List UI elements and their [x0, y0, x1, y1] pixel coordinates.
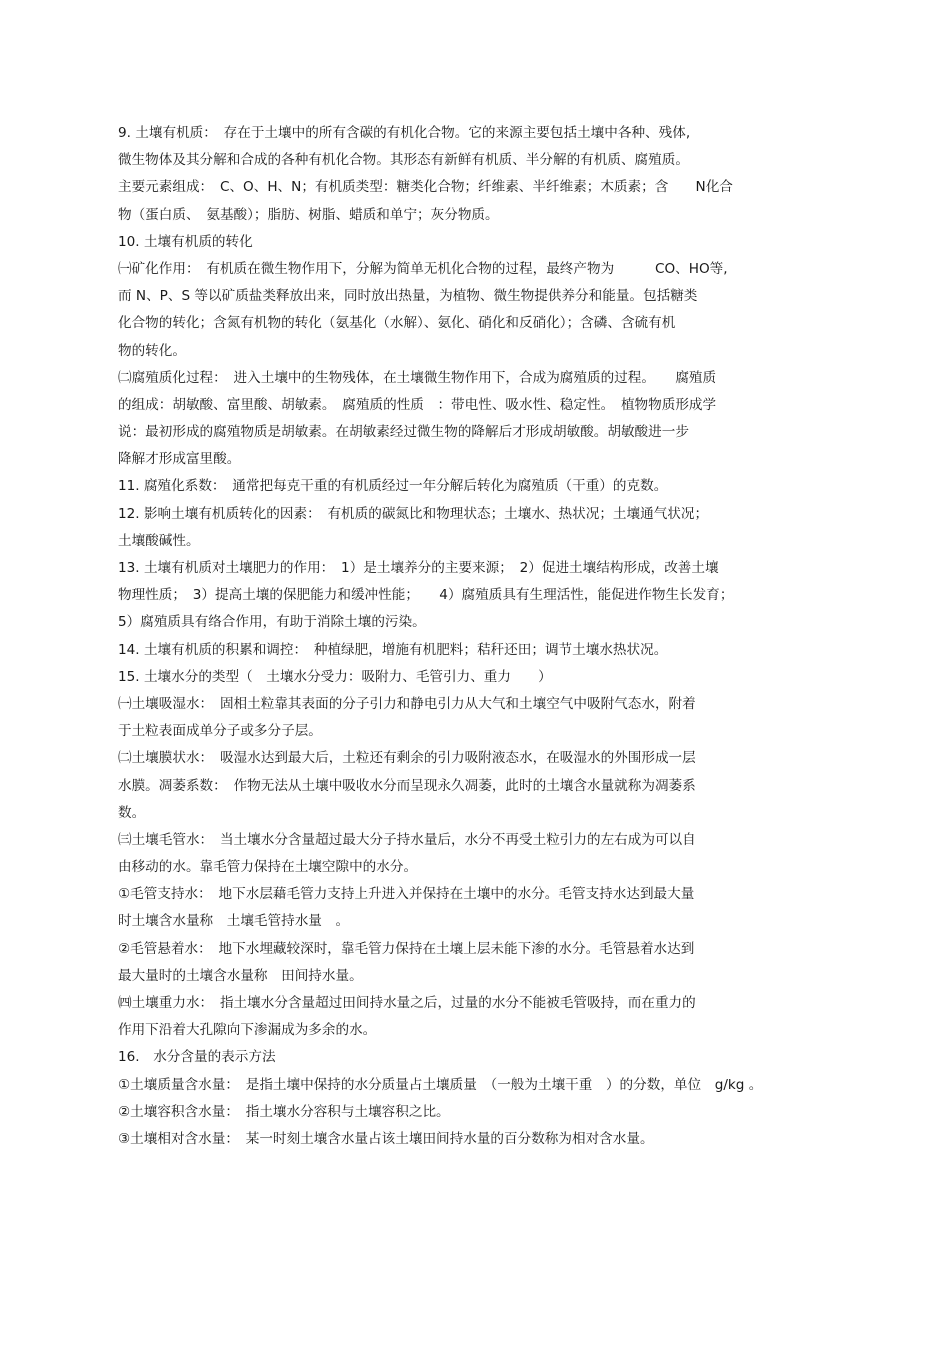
text-line: 9. 土壤有机质： 存在于土壤中的所有含碳的有机化合物。它的来源主要包括土壤中各种、残体,	[118, 125, 691, 141]
text-line: ㈡土壤膜状水： 吸湿水达到最大后，土粒还有剩余的引力吸附液态水，在吸湿水的外围形成一层	[118, 750, 696, 767]
text-line: 说：最初形成的腐殖物质是胡敏素。在胡敏素经过微生物的降解后才形成胡敏酸。胡敏酸进一步	[118, 424, 689, 441]
text-line: 微生物体及其分解和合成的各种有机化合物。其形态有新鲜有机质、半分解的有机质、腐殖质。	[118, 152, 689, 169]
text-line: 的组成：胡敏酸、富里酸、胡敏素。 腐殖质的性质 ：带电性、吸水性、稳定性。 植物物质形成学	[118, 396, 717, 413]
text-line: 水膜。凋萎系数： 作物无法从土壤中吸收水分而呈现永久凋萎，此时的土壤含水量就称为凋萎系	[118, 777, 696, 794]
text-line: ②土壤容积含水量： 指土壤水分容积与土壤容积之比。	[118, 1103, 450, 1120]
text-line: 5）腐殖质具有络合作用，有助于消除土壤的污染。	[118, 614, 426, 631]
text-line: 最大量时的土壤含水量称 田间持水量。	[118, 967, 363, 984]
text-line: 数。	[118, 804, 146, 821]
text-line: 12. 影响土壤有机质转化的因素： 有机质的碳氮比和物理状态；土壤水、热状况；土壤通气状况；	[118, 505, 709, 522]
text-line: 物（蛋白质、 氨基酸）；脂肪、树脂、蜡质和单宁；灰分物质。	[118, 206, 499, 223]
text-line: 主要元素组成： C、O、H、N；有机质类型：糖类化合物；纤维素、半纤维素；木质素；含 N化合	[118, 179, 733, 196]
text-line: 10. 土壤有机质的转化	[118, 233, 253, 250]
text-line: 于土粒表面成单分子或多分子层。	[118, 723, 322, 740]
text-line: 作用下沿着大孔隙向下渗漏成为多余的水。	[118, 1022, 377, 1039]
text-line: 降解才形成富里酸。	[118, 451, 241, 468]
text-line: ㈡腐殖质化过程： 进入土壤中的生物残体，在土壤微生物作用下，合成为腐殖质的过程。 腐殖质	[118, 369, 717, 386]
text-line: ㈠土壤吸湿水： 固相土粒靠其表面的分子引力和静电引力从大气和土壤空气中吸附气态水，附着	[118, 695, 696, 712]
text-line: 物理性质； 3）提高土壤的保肥能力和缓冲性能； 4）腐殖质具有生理活性，能促进作物生长发育；	[118, 587, 734, 604]
text-line: 物的转化。	[118, 342, 186, 359]
text-line: ③土壤相对含水量： 某一时刻土壤含水量占该土壤田间持水量的百分数称为相对含水量。	[118, 1130, 654, 1147]
text-line: ①土壤质量含水量： 是指土壤中保持的水分质量占土壤质量 （一般为土壤干重 ）的分数，单位 g/kg 。	[118, 1076, 763, 1093]
text-line: ㈢土壤毛管水： 当土壤水分含量超过最大分子持水量后，水分不再受土粒引力的左右成为可以自	[118, 831, 696, 848]
text-line: ㈠矿化作用： 有机质在微生物作用下，分解为简单无机化合物的过程，最终产物为 CO、HO等,	[118, 260, 728, 277]
text-line: ①毛管支持水： 地下水层藉毛管力支持上升进入并保持在土壤中的水分。毛管支持水达到最大量	[118, 886, 695, 903]
document-body	[118, 120, 838, 1153]
text-line: 11. 腐殖化系数： 通常把每克干重的有机质经过一年分解后转化为腐殖质（干重）的克数。	[118, 478, 668, 495]
text-line: ②毛管悬着水： 地下水埋藏较深时，靠毛管力保持在土壤上层未能下渗的水分。毛管悬着水达到	[118, 940, 695, 957]
text-line: 而 N、P、S 等以矿质盐类释放出来，同时放出热量，为植物、微生物提供养分和能量。包括糖类	[118, 288, 698, 305]
text-line: 化合物的转化；含氮有机物的转化（氨基化（水解）、氨化、硝化和反硝化）；含磷、含硫有机	[118, 315, 676, 332]
text-line: 13. 土壤有机质对土壤肥力的作用： 1）是土壤养分的主要来源； 2）促进土壤结构形成，改善土壤	[118, 560, 719, 576]
text-line: 16. 水分含量的表示方法	[118, 1049, 276, 1066]
text-line: 由移动的水。靠毛管力保持在土壤空隙中的水分。	[118, 859, 418, 876]
text-line: 时土壤含水量称 土壤毛管持水量 。	[118, 913, 350, 930]
text-line: 土壤酸碱性。	[118, 532, 200, 549]
text-line: 14. 土壤有机质的积累和调控： 种植绿肥，增施有机肥料；秸秆还田；调节土壤水热状况。	[118, 641, 668, 658]
text-line: ㈣土壤重力水： 指土壤水分含量超过田间持水量之后，过量的水分不能被毛管吸持，而在重力的	[118, 995, 696, 1011]
text-line: 15. 土壤水分的类型（ 土壤水分受力：吸附力、毛管引力、重力 ）	[118, 668, 552, 685]
